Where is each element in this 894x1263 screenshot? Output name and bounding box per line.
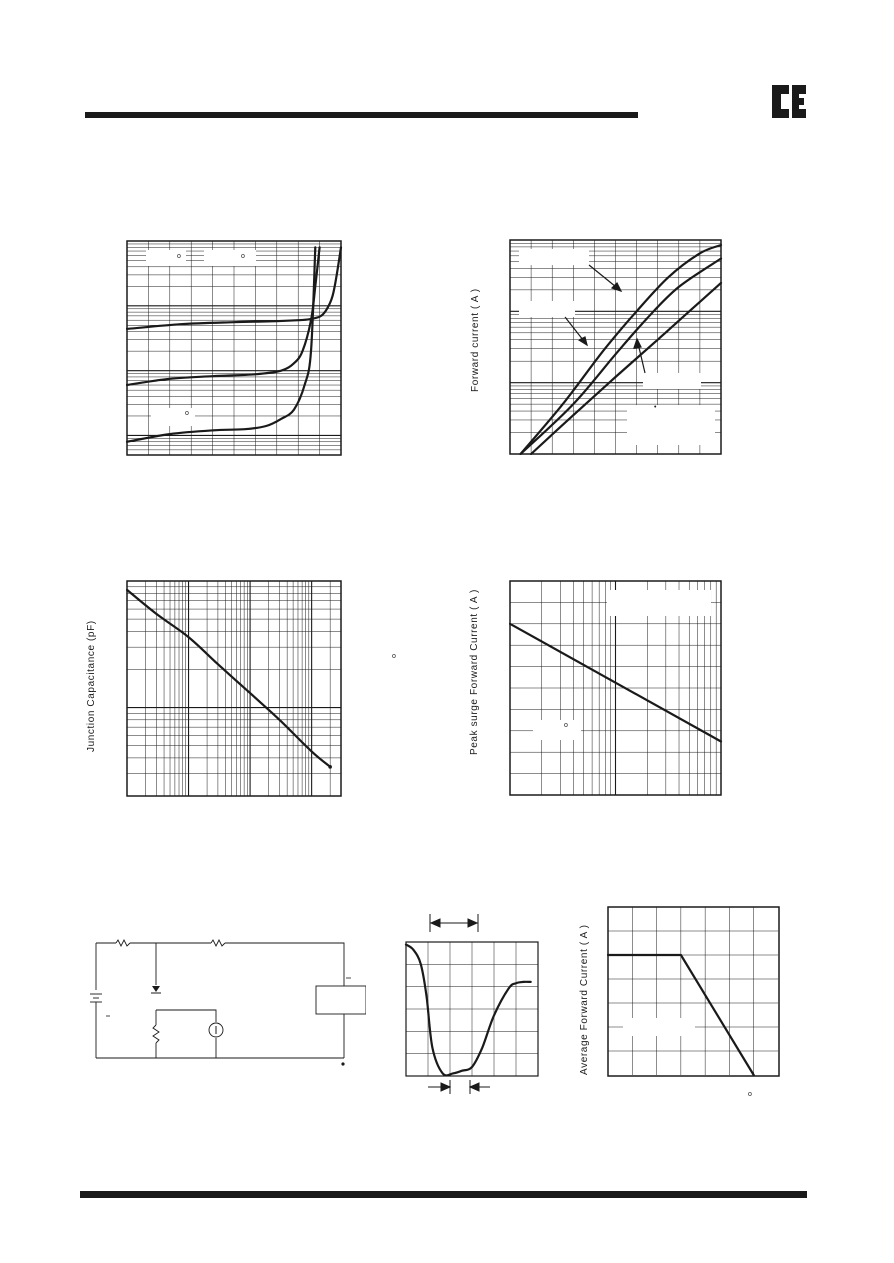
- chart-forward-characteristics: [509, 239, 723, 455]
- legend-box: [533, 720, 581, 740]
- series-line-1: [127, 590, 330, 767]
- chart-junction-capacitance: [126, 580, 344, 798]
- degree-mark: o: [241, 253, 245, 260]
- chart-reverse-recovery-waveform: [404, 912, 542, 1098]
- test-circuit-diagram: [86, 930, 366, 1070]
- legend-box: [643, 373, 701, 389]
- chart-forward-current-derating: [607, 906, 781, 1078]
- degree-mark: o: [177, 253, 181, 260]
- degree-mark: o: [748, 1091, 752, 1098]
- legend-box: [607, 590, 711, 616]
- footer-rule: [80, 1191, 807, 1198]
- degree-mark: o: [392, 653, 396, 660]
- chart-grid: [608, 907, 778, 1075]
- chart-reverse-characteristics: [126, 240, 344, 458]
- degree-mark: o: [185, 410, 189, 417]
- data-point: [328, 765, 332, 769]
- header-rule: [85, 112, 638, 118]
- series-line-2: [127, 247, 320, 385]
- chart-grid: [127, 581, 341, 796]
- y-axis-label: Peak surge Forward Current ( A ): [469, 589, 480, 755]
- legend-box: [623, 1018, 695, 1036]
- degree-mark: o: [564, 722, 568, 729]
- legend-box: [204, 250, 256, 266]
- chart-grid: [406, 942, 538, 1076]
- legend-box: [519, 301, 575, 317]
- y-axis-label: Forward current ( A ): [470, 288, 481, 392]
- y-axis-label: Average Forward Current ( A ): [579, 924, 590, 1075]
- chart-series: [127, 590, 332, 769]
- ce-logo-icon: [772, 83, 808, 119]
- y-axis-label: Junction Capacitance (pF): [86, 620, 97, 752]
- diode-symbol: [152, 986, 160, 992]
- plot-frame: [608, 907, 779, 1076]
- degree-mark: •: [654, 404, 657, 411]
- chart-peak-surge-current: [509, 580, 723, 798]
- legend-box: [519, 249, 589, 265]
- legend-box: [627, 405, 715, 445]
